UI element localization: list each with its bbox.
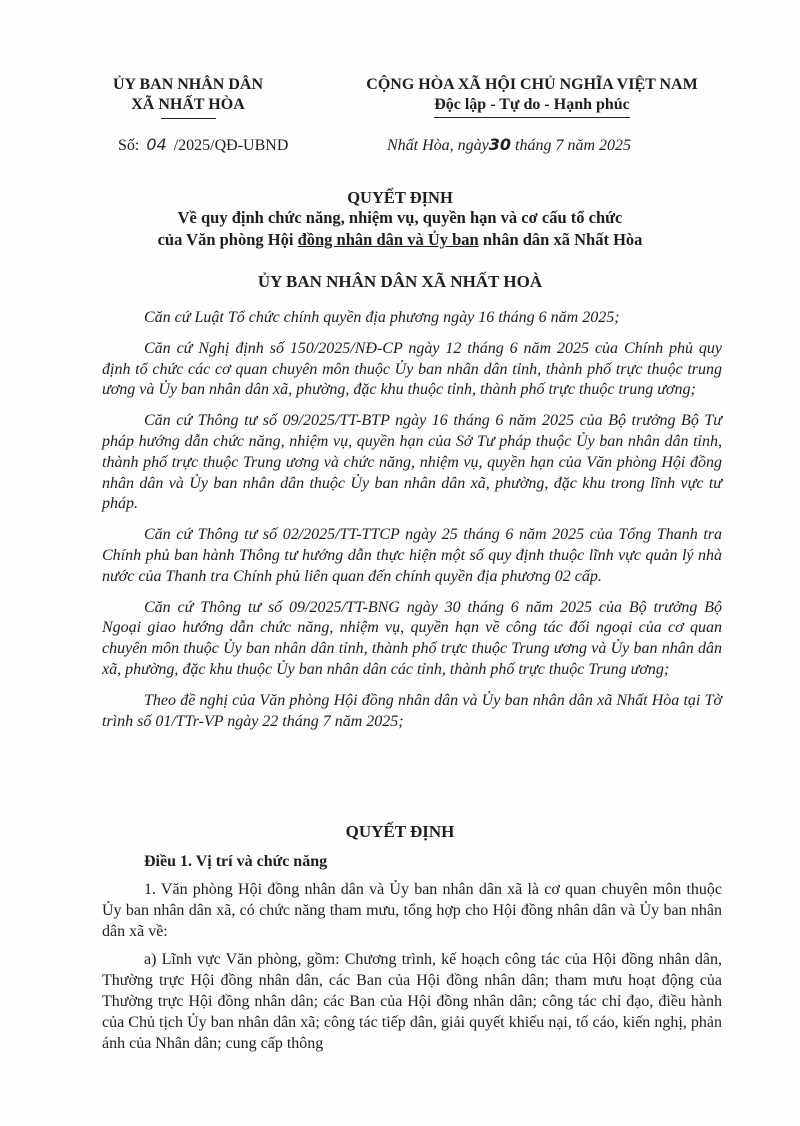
agency-line-2: XÃ NHẤT HÒA — [131, 96, 245, 113]
decision-heading: QUYẾT ĐỊNH — [345, 822, 455, 841]
basis-paragraph: Căn cứ Luật Tổ chức chính quyền địa phương ngày 16 tháng 6 năm 2025; — [144, 309, 620, 326]
doc-number-suffix: /2025/QĐ-UBND — [173, 137, 289, 154]
document-type-heading: QUYẾT ĐỊNH — [347, 188, 453, 207]
article-paragraph: 1. Văn phòng Hội đồng nhân dân và Ủy ban nhân dân xã là cơ quan chuyên môn thuộc Ủy ban nhân dân xã, có chức năng tham mưu, tổng hợp cho Hội đồng nhân dân và Ủy ban nhân dân xã về: — [102, 881, 722, 940]
legal-bases — [102, 308, 722, 732]
article-paragraph: a) Lĩnh vực Văn phòng, gồm: Chương trình, kế hoạch công tác của Hội đồng nhân dân, Thường trực Hội đồng nhân dân, các Ban của Hội đồng nhân dân; tham mưu hoạt động của Thường trực Hội đồng nhân dân; các Ban của Hội đồng nhân dân; công tác chỉ đạo, điều hành của Chủ tịch Ủy ban nhân dân xã; công tác tiếp dân, giải quyết khiếu nại, tố cáo, kiến nghị, phản ánh của Nhân dân; cung cấp thông — [102, 951, 722, 1052]
title-line-2-c: nhân dân xã Nhất Hòa — [478, 230, 643, 249]
title-line-1: Về quy định chức năng, nhiệm vụ, quyền hạn và cơ cấu tổ chức — [177, 208, 623, 227]
issuer-heading: ỦY BAN NHÂN DÂN XÃ NHẤT HOÀ — [257, 272, 543, 291]
document-number — [118, 135, 288, 155]
issuing-agency — [98, 75, 278, 119]
doc-number-handwritten: 04 — [146, 135, 167, 154]
basis-paragraph: Căn cứ Thông tư số 09/2025/TT-BNG ngày 30 tháng 6 năm 2025 của Bộ trưởng Bộ Ngoại giao hướng dẫn chức năng, nhiệm vụ, quyền hạn về công tác đối ngoại của cơ quan chuyên môn thuộc Ủy ban nhân dân tỉnh, thành phố trực thuộc Trung ương và Ủy ban nhân dân xã, phường, đặc khu thuộc Ủy ban nhân dân các tỉnh, thành phố trực thuộc Trung ương; — [102, 598, 722, 678]
date-suffix: tháng 7 năm 2025 — [515, 137, 632, 154]
title-line-2 — [0, 230, 800, 250]
agency-underline — [161, 118, 216, 119]
national-motto: Độc lập - Tự do - Hạnh phúc — [434, 95, 630, 118]
article-1-heading: Điều 1. Vị trí và chức năng — [144, 853, 328, 870]
doc-number-prefix: Số: — [118, 137, 140, 154]
agency-line-1: ỦY BAN NHÂN DÂN — [112, 76, 264, 93]
basis-paragraph: Căn cứ Nghị định số 150/2025/NĐ-CP ngày 12 tháng 6 năm 2025 của Chính phủ quy định tổ chức các cơ quan chuyên môn thuộc Ủy ban nhân dân tỉnh, thành phố trực thuộc trung ương và Ủy ban nhân dân xã, phường, đặc khu thuộc tỉnh, thành phố trực thuộc trung ương; — [102, 339, 722, 399]
document-date — [387, 135, 631, 155]
title-line-2-a: của Văn phòng Hội — [157, 230, 298, 249]
date-handwritten-day: 30 — [488, 135, 512, 154]
title-line-2-underlined: đồng nhân dân và Ủy ban — [297, 230, 479, 249]
basis-paragraph: Căn cứ Thông tư số 09/2025/TT-BTP ngày 16 tháng 6 năm 2025 của Bộ trưởng Bộ Tư pháp hướng dẫn chức năng, nhiệm vụ, quyền hạn của Sở Tư pháp thuộc Ủy ban nhân dân tỉnh, thành phố trực thuộc Trung ương và chức năng, nhiệm vụ, quyền hạn của Văn phòng Hội đồng nhân dân và Ủy ban nhân dân thuộc Ủy ban nhân dân xã, phường, đặc khu trong lĩnh vực tư pháp. — [102, 412, 722, 513]
basis-paragraph: Theo đề nghị của Văn phòng Hội đồng nhân dân và Ủy ban nhân dân xã Nhất Hòa tại Tờ trình số 01/TTr-VP ngày 22 tháng 7 năm 2025; — [102, 691, 722, 730]
date-prefix: Nhất Hòa, ngày — [387, 137, 489, 154]
nation-name: CỘNG HÒA XÃ HỘI CHỦ NGHĨA VIỆT NAM — [366, 76, 698, 93]
basis-paragraph: Căn cứ Thông tư số 02/2025/TT-TTCP ngày 25 tháng 6 năm 2025 của Tổng Thanh tra Chính phủ ban hành Thông tư hướng dẫn thực hiện một số quy định thuộc lĩnh vực quản lý nhà nước của Thanh tra Chính phủ liên quan đến chính quyền địa phương 02 cấp. — [102, 526, 722, 585]
article-1-body — [102, 880, 722, 1054]
national-header — [336, 75, 728, 118]
